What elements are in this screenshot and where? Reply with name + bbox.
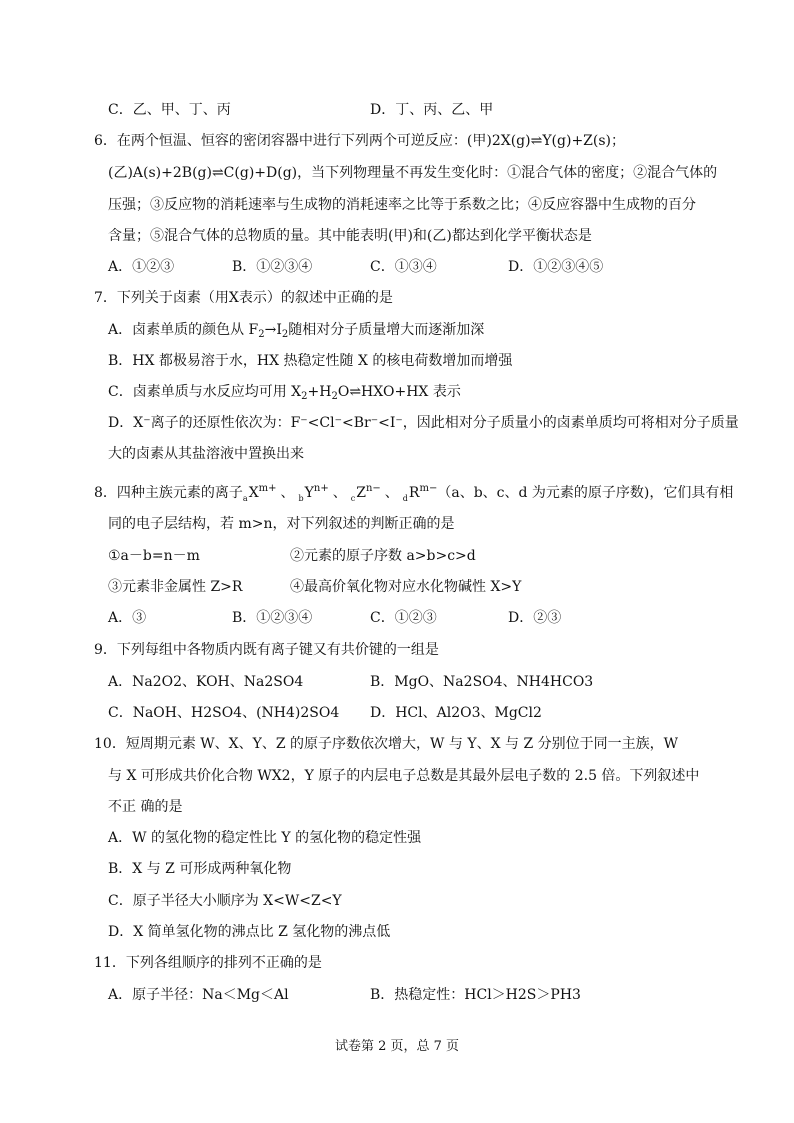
q8-statement-2: ②元素的原子序数 a>b>c>d bbox=[290, 548, 476, 564]
q8-option-d: D．②③ bbox=[508, 610, 562, 626]
q8-statement-4: ④最高价氧化物对应水化物碱性 X>Y bbox=[290, 579, 522, 595]
q6-option-c: C．①③④ bbox=[370, 259, 437, 275]
q8-option-a: A．③ bbox=[108, 610, 147, 626]
q8-stem-line1: 8．四种主族元素的离子$_aX^{m+}$ 、 $_bY^{n+}$ 、 $_cZ^{n-}$ 、 $_dR^{m-}(a$、b、c、d 为元素的原子序数)，它们具有相 bbox=[94, 483, 734, 503]
q11-stem: 11．下列各组顺序的排列不正确的是 bbox=[94, 955, 322, 971]
q10-stem-line2: 与 X 可形成共价化合物 WX2，Y 原子的内层电子总数是其最外层电子数的 2.5 倍。下列叙述中 bbox=[108, 768, 700, 784]
q5-option-c: C．乙、甲、丁、丙 bbox=[108, 102, 231, 118]
q6-stem-line3: 压强；③反应物的消耗速率与生成物的消耗速率之比等于系数之比；④反应容器中生成物的百分 bbox=[108, 197, 696, 213]
q8-statement-1: ①a－b=n－m bbox=[108, 548, 200, 564]
q7-option-c: C．卤素单质与水反应均可用 $X_2+H_2O\rightleftharpoons HXO+HX$ 表示 bbox=[108, 384, 461, 402]
q11-option-b: B．热稳定性：HCl＞H2S＞PH3 bbox=[370, 987, 581, 1003]
q10-option-b: B．X 与 Z 可形成两种氧化物 bbox=[108, 861, 292, 877]
ion-z: $_cZ^{n-}$ bbox=[350, 483, 381, 503]
q8-option-c: C．①②③ bbox=[370, 610, 437, 626]
q9-option-b: B．MgO、Na2SO4、NH4HCO3 bbox=[370, 674, 594, 690]
q11-option-a: A．原子半径：Na＜Mg＜Al bbox=[108, 987, 289, 1003]
q6-stem-line1: 6．在两个恒温、恒容的密闭容器中进行下列两个可逆反应：(甲)2X(g)⇌Y(g)+Z(s)； bbox=[94, 133, 626, 149]
q9-stem: 9．下列每组中各物质内既有离子键又有共价键的一组是 bbox=[94, 642, 439, 658]
q7-option-a: A．卤素单质的颜色从 $F_2\to I_2$随相对分子质量增大而逐渐加深 bbox=[108, 322, 485, 340]
q6-option-b: B．①②③④ bbox=[232, 259, 313, 275]
q10-option-a: A．W 的氢化物的稳定性比 Y 的氢化物的稳定性强 bbox=[108, 830, 422, 846]
q7-stem: 7．下列关于卤素（用X表示）的叙述中正确的是 bbox=[94, 290, 393, 306]
q9-option-d: D．HCl、Al2O3、MgCl2 bbox=[370, 705, 542, 721]
q7-option-d-line1: D．X⁻离子的还原性依次为：F⁻<Cl⁻<Br⁻<I⁻，因此相对分子质量小的卤素单质均可将相对分子质量 bbox=[108, 415, 739, 431]
ion-y: $_bY^{n+}$ bbox=[298, 483, 329, 503]
q7-option-b: B．HX 都极易溶于水，HX 热稳定性随 X 的核电荷数增加而增强 bbox=[108, 353, 513, 369]
q6-stem-line4: 含量；⑤混合气体的总物质的量。其中能表明(甲)和(乙)都达到化学平衡状态是 bbox=[108, 228, 592, 244]
q9-option-a: A．Na2O2、KOH、Na2SO4 bbox=[108, 674, 304, 690]
q8-stem-line2: 同的电子层结构，若 m>n，对下列叙述的判断正确的是 bbox=[108, 516, 455, 532]
q5-option-d: D．丁、丙、乙、甲 bbox=[370, 102, 494, 118]
q7-option-d-line2: 大的卤素从其盐溶液中置换出来 bbox=[108, 446, 304, 462]
q6-option-a: A．①②③ bbox=[108, 259, 175, 275]
q10-option-d: D．X 简单氢化物的沸点比 Z 氢化物的沸点低 bbox=[108, 924, 391, 940]
ion-r: $_dR^{m-}$ bbox=[402, 483, 438, 503]
ion-x: $_aX^{m+}$ bbox=[242, 483, 277, 503]
q9-option-c: C．NaOH、H2SO4、(NH4)2SO4 bbox=[108, 705, 340, 721]
q8-statement-3: ③元素非金属性 Z>R bbox=[108, 579, 243, 595]
q6-stem-line2: (乙)A(s)+2B(g)⇌C(g)+D(g)，当下列物理量不再发生变化时：①混合气体的密度；②混合气体的 bbox=[108, 165, 718, 181]
q10-stem-line1: 10．短周期元素 W、X、Y、Z 的原子序数依次增大，W 与 Y、X 与 Z 分别位于同一主族，W bbox=[94, 736, 679, 752]
page-footer: 试卷第 2 页，总 7 页 bbox=[334, 1039, 460, 1054]
q10-option-c: C．原子半径大小顺序为 X<W<Z<Y bbox=[108, 893, 342, 909]
q6-option-d: D．①②③④⑤ bbox=[508, 259, 604, 275]
q10-stem-line3: 不正 确的是 bbox=[108, 799, 183, 815]
q8-option-b: B．①②③④ bbox=[232, 610, 313, 626]
